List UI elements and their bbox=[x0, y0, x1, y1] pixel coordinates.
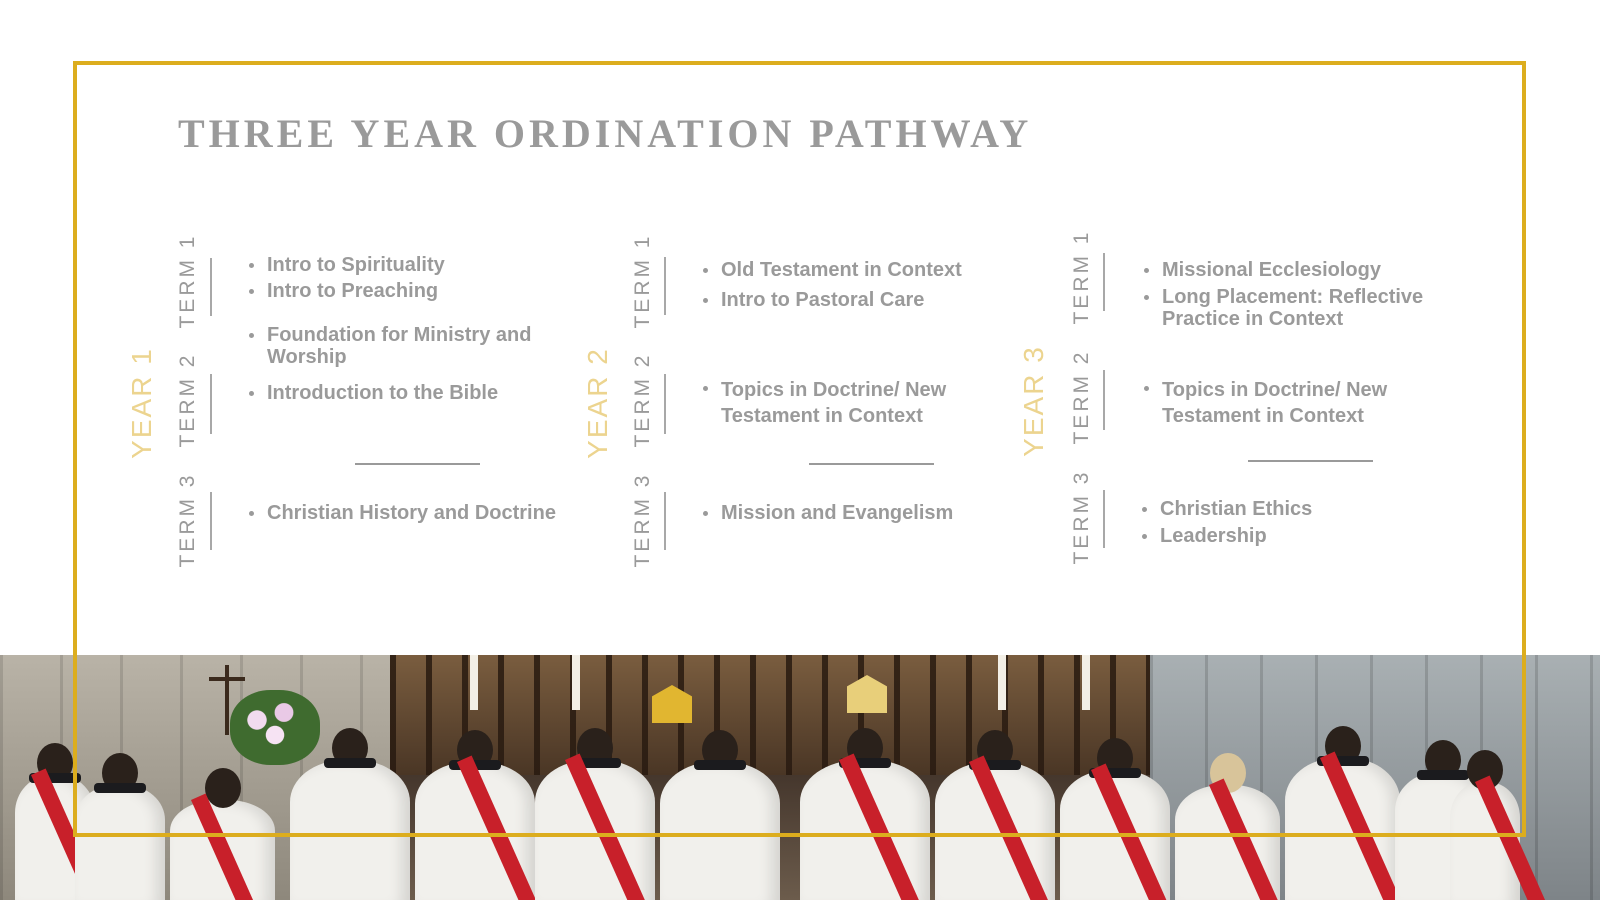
term-divider bbox=[1103, 490, 1105, 548]
candle bbox=[470, 655, 478, 710]
term-divider bbox=[210, 258, 212, 316]
robed-figure bbox=[935, 762, 1055, 900]
divider-line bbox=[1248, 460, 1373, 462]
flower-arrangement bbox=[230, 690, 320, 765]
year-2-term-1-label: TERM 1 bbox=[631, 233, 654, 329]
year-3-term-3-courses bbox=[1142, 498, 1312, 547]
year-3-term-2-label: TERM 2 bbox=[1070, 349, 1093, 445]
robed-figure bbox=[1060, 770, 1170, 900]
year-3-term-2-courses bbox=[1144, 377, 1434, 429]
term-divider bbox=[664, 492, 666, 550]
course-item: Mission and Evangelism bbox=[703, 502, 953, 524]
term-divider bbox=[1103, 370, 1105, 430]
course-item: Intro to Spirituality bbox=[249, 254, 445, 276]
year-2-label: YEAR 2 bbox=[582, 347, 613, 459]
candle bbox=[998, 655, 1006, 710]
year-3-label: YEAR 3 bbox=[1018, 345, 1049, 457]
candle bbox=[1082, 655, 1090, 710]
course-item: Old Testament in Context bbox=[703, 259, 962, 281]
term-divider bbox=[664, 257, 666, 315]
year-2-term-1-courses bbox=[703, 259, 962, 311]
robed-figure bbox=[170, 800, 275, 900]
robed-figure bbox=[75, 785, 165, 900]
course-item: Intro to Preaching bbox=[249, 280, 445, 302]
robed-figure bbox=[1285, 758, 1400, 900]
year-2-term-3-courses bbox=[703, 502, 953, 524]
page-title: THREE YEAR ORDINATION PATHWAY bbox=[178, 111, 1033, 156]
year-1-term-3-label: TERM 3 bbox=[176, 472, 199, 568]
year-2-term-3-label: TERM 3 bbox=[631, 472, 654, 568]
year-1-term-1-label: TERM 1 bbox=[176, 233, 199, 329]
robed-figure bbox=[535, 760, 655, 900]
gothic-screen bbox=[390, 655, 1150, 775]
course-item: Foundation for Ministry and Worship bbox=[249, 324, 549, 368]
robed-figure bbox=[800, 760, 930, 900]
course-item: Christian Ethics bbox=[1142, 498, 1312, 520]
term-divider bbox=[210, 492, 212, 550]
course-item: Christian History and Doctrine bbox=[249, 502, 556, 524]
course-item: Topics in Doctrine/ New Testament in Context bbox=[703, 377, 993, 429]
course-item: Leadership bbox=[1142, 525, 1312, 547]
year-1-label: YEAR 1 bbox=[126, 347, 157, 459]
year-2-term-2-courses bbox=[703, 377, 993, 429]
course-item: Topics in Doctrine/ New Testament in Context bbox=[1144, 377, 1434, 429]
year-3-term-1-courses bbox=[1144, 259, 1444, 330]
robed-figure bbox=[290, 760, 410, 900]
term-divider bbox=[664, 374, 666, 434]
divider-line bbox=[355, 463, 480, 465]
crucifix-icon bbox=[225, 665, 229, 735]
robed-figure bbox=[1175, 785, 1280, 900]
robed-figure bbox=[1450, 782, 1520, 900]
year-1-term-2-label: TERM 2 bbox=[176, 352, 199, 448]
ordination-photo bbox=[0, 655, 1600, 900]
robed-figure bbox=[415, 762, 535, 900]
year-1-term-1-courses bbox=[249, 254, 445, 302]
divider-line bbox=[809, 463, 934, 465]
year-3-term-1-label: TERM 1 bbox=[1070, 229, 1093, 325]
term-divider bbox=[210, 374, 212, 434]
year-3-term-3-label: TERM 3 bbox=[1070, 469, 1093, 565]
course-item: Missional Ecclesiology bbox=[1144, 259, 1444, 281]
candle bbox=[572, 655, 580, 710]
course-item: Introduction to the Bible bbox=[249, 382, 549, 404]
year-2-term-2-label: TERM 2 bbox=[631, 352, 654, 448]
year-1-term-3-courses bbox=[249, 502, 556, 524]
course-item: Intro to Pastoral Care bbox=[703, 289, 962, 311]
robed-figure bbox=[660, 762, 780, 900]
year-1-term-2-courses bbox=[249, 324, 549, 404]
course-item: Long Placement: Reflective Practice in Context bbox=[1144, 286, 1444, 330]
term-divider bbox=[1103, 253, 1105, 311]
